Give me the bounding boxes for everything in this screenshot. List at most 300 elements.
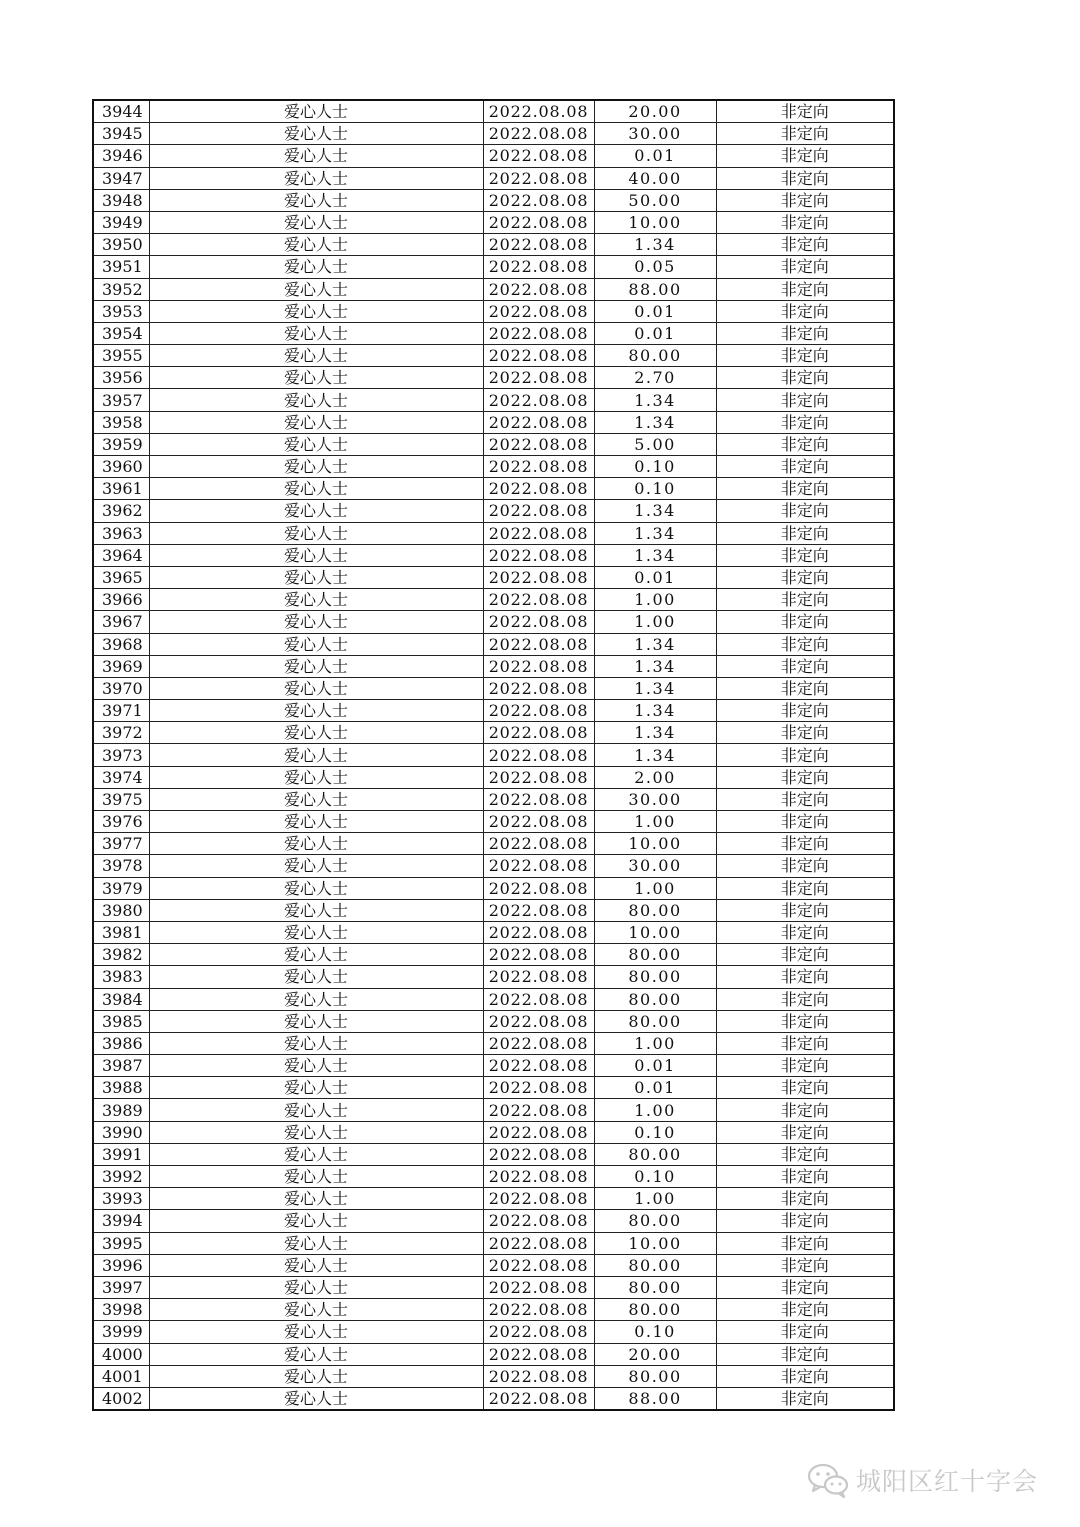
- donation-type-cell: 非定向: [716, 1188, 894, 1210]
- donation-type-cell: 非定向: [716, 589, 894, 611]
- donation-date-cell: 2022.08.08: [483, 1343, 594, 1365]
- donation-date-cell: 2022.08.08: [483, 345, 594, 367]
- donation-date-cell: 2022.08.08: [483, 189, 594, 211]
- donor-name-cell: 爱心人士: [149, 633, 483, 655]
- donation-date-cell: 2022.08.08: [483, 1299, 594, 1321]
- amount-cell: 1.00: [594, 877, 716, 899]
- row-number-cell: 3952: [93, 278, 149, 300]
- donor-name-cell: 爱心人士: [149, 899, 483, 921]
- donation-date-cell: 2022.08.08: [483, 522, 594, 544]
- donation-type-cell: 非定向: [716, 300, 894, 322]
- amount-cell: 0.10: [594, 1166, 716, 1188]
- amount-cell: 1.34: [594, 234, 716, 256]
- row-number-cell: 3971: [93, 700, 149, 722]
- donation-type-cell: 非定向: [716, 1032, 894, 1054]
- donation-date-cell: 2022.08.08: [483, 1077, 594, 1099]
- amount-cell: 1.34: [594, 655, 716, 677]
- amount-cell: 80.00: [594, 1010, 716, 1032]
- donor-name-cell: 爱心人士: [149, 1276, 483, 1298]
- table-row: [93, 1387, 894, 1410]
- donation-type-cell: 非定向: [716, 389, 894, 411]
- donation-date-cell: 2022.08.08: [483, 256, 594, 278]
- donation-date-cell: 2022.08.08: [483, 1387, 594, 1410]
- row-number-cell: 3960: [93, 456, 149, 478]
- row-number-cell: 3988: [93, 1077, 149, 1099]
- donor-name-cell: 爱心人士: [149, 500, 483, 522]
- table-row: [93, 877, 894, 899]
- donation-type-cell: 非定向: [716, 100, 894, 123]
- donor-name-cell: 爱心人士: [149, 833, 483, 855]
- donor-name-cell: 爱心人士: [149, 1077, 483, 1099]
- amount-cell: 1.34: [594, 700, 716, 722]
- donor-name-cell: 爱心人士: [149, 256, 483, 278]
- row-number-cell: 3964: [93, 544, 149, 566]
- row-number-cell: 3944: [93, 100, 149, 123]
- row-number-cell: 3978: [93, 855, 149, 877]
- donor-name-cell: 爱心人士: [149, 766, 483, 788]
- donation-date-cell: 2022.08.08: [483, 1143, 594, 1165]
- amount-cell: 80.00: [594, 899, 716, 921]
- donation-date-cell: 2022.08.08: [483, 1254, 594, 1276]
- row-number-cell: 3947: [93, 167, 149, 189]
- table-row: [93, 500, 894, 522]
- table-row: [93, 655, 894, 677]
- donor-name-cell: 爱心人士: [149, 234, 483, 256]
- amount-cell: 0.01: [594, 1077, 716, 1099]
- donation-date-cell: 2022.08.08: [483, 1121, 594, 1143]
- donation-date-cell: 2022.08.08: [483, 478, 594, 500]
- donor-name-cell: 爱心人士: [149, 1210, 483, 1232]
- row-number-cell: 3999: [93, 1321, 149, 1343]
- donor-name-cell: 爱心人士: [149, 367, 483, 389]
- amount-cell: 1.34: [594, 411, 716, 433]
- donation-date-cell: 2022.08.08: [483, 234, 594, 256]
- donation-date-cell: 2022.08.08: [483, 788, 594, 810]
- row-number-cell: 3959: [93, 433, 149, 455]
- amount-cell: 10.00: [594, 1232, 716, 1254]
- table-row: [93, 211, 894, 233]
- donation-date-cell: 2022.08.08: [483, 566, 594, 588]
- donation-type-cell: 非定向: [716, 1232, 894, 1254]
- donation-type-cell: 非定向: [716, 811, 894, 833]
- row-number-cell: 3976: [93, 811, 149, 833]
- donor-name-cell: 爱心人士: [149, 544, 483, 566]
- donation-date-cell: 2022.08.08: [483, 1232, 594, 1254]
- donor-name-cell: 爱心人士: [149, 456, 483, 478]
- donor-name-cell: 爱心人士: [149, 744, 483, 766]
- donor-name-cell: 爱心人士: [149, 811, 483, 833]
- amount-cell: 20.00: [594, 1343, 716, 1365]
- amount-cell: 1.34: [594, 522, 716, 544]
- donation-type-cell: 非定向: [716, 500, 894, 522]
- donor-name-cell: 爱心人士: [149, 211, 483, 233]
- amount-cell: 0.10: [594, 478, 716, 500]
- table-row: [93, 811, 894, 833]
- donor-name-cell: 爱心人士: [149, 944, 483, 966]
- amount-cell: 0.01: [594, 145, 716, 167]
- donor-name-cell: 爱心人士: [149, 1321, 483, 1343]
- table-row: [93, 345, 894, 367]
- donor-name-cell: 爱心人士: [149, 1010, 483, 1032]
- amount-cell: 40.00: [594, 167, 716, 189]
- donor-name-cell: 爱心人士: [149, 1232, 483, 1254]
- donor-name-cell: 爱心人士: [149, 1099, 483, 1121]
- donation-date-cell: 2022.08.08: [483, 1032, 594, 1054]
- table-row: [93, 899, 894, 921]
- donor-name-cell: 爱心人士: [149, 278, 483, 300]
- row-number-cell: 3953: [93, 300, 149, 322]
- row-number-cell: 3956: [93, 367, 149, 389]
- row-number-cell: 3975: [93, 788, 149, 810]
- donation-date-cell: 2022.08.08: [483, 833, 594, 855]
- donor-name-cell: 爱心人士: [149, 100, 483, 123]
- row-number-cell: 3986: [93, 1032, 149, 1054]
- row-number-cell: 3946: [93, 145, 149, 167]
- table-row: [93, 100, 894, 123]
- donation-date-cell: 2022.08.08: [483, 877, 594, 899]
- donation-type-cell: 非定向: [716, 1299, 894, 1321]
- amount-cell: 88.00: [594, 1387, 716, 1410]
- row-number-cell: 3945: [93, 123, 149, 145]
- row-number-cell: 3950: [93, 234, 149, 256]
- donation-date-cell: 2022.08.08: [483, 966, 594, 988]
- donation-type-cell: 非定向: [716, 167, 894, 189]
- amount-cell: 0.10: [594, 1121, 716, 1143]
- donation-type-cell: 非定向: [716, 1055, 894, 1077]
- row-number-cell: 3961: [93, 478, 149, 500]
- donation-type-cell: 非定向: [716, 611, 894, 633]
- donor-name-cell: 爱心人士: [149, 966, 483, 988]
- amount-cell: 1.34: [594, 744, 716, 766]
- table-row: [93, 1010, 894, 1032]
- amount-cell: 80.00: [594, 1276, 716, 1298]
- donor-name-cell: 爱心人士: [149, 589, 483, 611]
- donation-date-cell: 2022.08.08: [483, 367, 594, 389]
- table-row: [93, 411, 894, 433]
- donation-date-cell: 2022.08.08: [483, 1099, 594, 1121]
- row-number-cell: 3979: [93, 877, 149, 899]
- donor-name-cell: 爱心人士: [149, 123, 483, 145]
- row-number-cell: 3992: [93, 1166, 149, 1188]
- donation-date-cell: 2022.08.08: [483, 811, 594, 833]
- table-row: [93, 145, 894, 167]
- row-number-cell: 3954: [93, 322, 149, 344]
- donation-type-cell: 非定向: [716, 1321, 894, 1343]
- table-row: [93, 478, 894, 500]
- row-number-cell: 3996: [93, 1254, 149, 1276]
- table-row: [93, 1143, 894, 1165]
- amount-cell: 10.00: [594, 833, 716, 855]
- amount-cell: 80.00: [594, 345, 716, 367]
- donation-type-cell: 非定向: [716, 855, 894, 877]
- donation-table-body: [93, 100, 894, 1410]
- donation-date-cell: 2022.08.08: [483, 322, 594, 344]
- amount-cell: 80.00: [594, 966, 716, 988]
- row-number-cell: 3962: [93, 500, 149, 522]
- table-row: [93, 189, 894, 211]
- row-number-cell: 4000: [93, 1343, 149, 1365]
- row-number-cell: 3990: [93, 1121, 149, 1143]
- amount-cell: 80.00: [594, 1210, 716, 1232]
- donation-type-cell: 非定向: [716, 211, 894, 233]
- amount-cell: 0.01: [594, 566, 716, 588]
- row-number-cell: 3991: [93, 1143, 149, 1165]
- table-row: [93, 788, 894, 810]
- table-row: [93, 367, 894, 389]
- donor-name-cell: 爱心人士: [149, 189, 483, 211]
- row-number-cell: 3969: [93, 655, 149, 677]
- row-number-cell: 3972: [93, 722, 149, 744]
- donation-type-cell: 非定向: [716, 456, 894, 478]
- table-row: [93, 522, 894, 544]
- donation-type-cell: 非定向: [716, 788, 894, 810]
- amount-cell: 0.01: [594, 1055, 716, 1077]
- table-row: [93, 544, 894, 566]
- donor-name-cell: 爱心人士: [149, 655, 483, 677]
- row-number-cell: 3951: [93, 256, 149, 278]
- donation-date-cell: 2022.08.08: [483, 1210, 594, 1232]
- amount-cell: 1.34: [594, 722, 716, 744]
- donation-type-cell: 非定向: [716, 566, 894, 588]
- row-number-cell: 3968: [93, 633, 149, 655]
- donation-date-cell: 2022.08.08: [483, 1276, 594, 1298]
- row-number-cell: 3967: [93, 611, 149, 633]
- row-number-cell: 3970: [93, 677, 149, 699]
- donation-table: [92, 99, 895, 1411]
- donation-type-cell: 非定向: [716, 322, 894, 344]
- donation-type-cell: 非定向: [716, 899, 894, 921]
- amount-cell: 88.00: [594, 278, 716, 300]
- row-number-cell: 3994: [93, 1210, 149, 1232]
- donation-type-cell: 非定向: [716, 655, 894, 677]
- donation-type-cell: 非定向: [716, 1010, 894, 1032]
- amount-cell: 50.00: [594, 189, 716, 211]
- table-row: [93, 1321, 894, 1343]
- table-row: [93, 1343, 894, 1365]
- row-number-cell: 3948: [93, 189, 149, 211]
- table-row: [93, 1276, 894, 1298]
- donor-name-cell: 爱心人士: [149, 1343, 483, 1365]
- amount-cell: 10.00: [594, 211, 716, 233]
- donation-date-cell: 2022.08.08: [483, 1055, 594, 1077]
- amount-cell: 0.10: [594, 456, 716, 478]
- donation-date-cell: 2022.08.08: [483, 167, 594, 189]
- amount-cell: 80.00: [594, 988, 716, 1010]
- amount-cell: 1.00: [594, 1099, 716, 1121]
- amount-cell: 80.00: [594, 1299, 716, 1321]
- donor-name-cell: 爱心人士: [149, 611, 483, 633]
- donation-type-cell: 非定向: [716, 1387, 894, 1410]
- donation-type-cell: 非定向: [716, 1210, 894, 1232]
- watermark-text: 城阳区红十字会: [856, 1467, 1039, 1496]
- amount-cell: 30.00: [594, 123, 716, 145]
- amount-cell: 80.00: [594, 1143, 716, 1165]
- donation-date-cell: 2022.08.08: [483, 855, 594, 877]
- donor-name-cell: 爱心人士: [149, 700, 483, 722]
- donation-type-cell: 非定向: [716, 544, 894, 566]
- row-number-cell: 3958: [93, 411, 149, 433]
- donor-name-cell: 爱心人士: [149, 1365, 483, 1387]
- amount-cell: 2.70: [594, 367, 716, 389]
- donor-name-cell: 爱心人士: [149, 1254, 483, 1276]
- donation-date-cell: 2022.08.08: [483, 744, 594, 766]
- row-number-cell: 3983: [93, 966, 149, 988]
- amount-cell: 1.34: [594, 500, 716, 522]
- table-row: [93, 1166, 894, 1188]
- watermark: [806, 1458, 1038, 1502]
- donation-type-cell: 非定向: [716, 700, 894, 722]
- donation-type-cell: 非定向: [716, 123, 894, 145]
- row-number-cell: 3963: [93, 522, 149, 544]
- donation-type-cell: 非定向: [716, 234, 894, 256]
- table-row: [93, 389, 894, 411]
- donation-date-cell: 2022.08.08: [483, 700, 594, 722]
- donation-date-cell: 2022.08.08: [483, 611, 594, 633]
- donation-date-cell: 2022.08.08: [483, 456, 594, 478]
- row-number-cell: 3949: [93, 211, 149, 233]
- table-row: [93, 1210, 894, 1232]
- donor-name-cell: 爱心人士: [149, 411, 483, 433]
- row-number-cell: 3982: [93, 944, 149, 966]
- donor-name-cell: 爱心人士: [149, 478, 483, 500]
- donor-name-cell: 爱心人士: [149, 1143, 483, 1165]
- table-row: [93, 256, 894, 278]
- table-row: [93, 944, 894, 966]
- donor-name-cell: 爱心人士: [149, 1387, 483, 1410]
- table-row: [93, 456, 894, 478]
- amount-cell: 1.00: [594, 1032, 716, 1054]
- donation-type-cell: 非定向: [716, 478, 894, 500]
- row-number-cell: 3977: [93, 833, 149, 855]
- donation-type-cell: 非定向: [716, 278, 894, 300]
- row-number-cell: 3974: [93, 766, 149, 788]
- amount-cell: 0.05: [594, 256, 716, 278]
- row-number-cell: 3955: [93, 345, 149, 367]
- table-row: [93, 966, 894, 988]
- donation-type-cell: 非定向: [716, 522, 894, 544]
- donation-date-cell: 2022.08.08: [483, 145, 594, 167]
- donation-type-cell: 非定向: [716, 256, 894, 278]
- donation-date-cell: 2022.08.08: [483, 278, 594, 300]
- table-row: [93, 611, 894, 633]
- donation-date-cell: 2022.08.08: [483, 1188, 594, 1210]
- donation-type-cell: 非定向: [716, 1166, 894, 1188]
- amount-cell: 1.34: [594, 633, 716, 655]
- donor-name-cell: 爱心人士: [149, 1032, 483, 1054]
- amount-cell: 0.01: [594, 300, 716, 322]
- donation-type-cell: 非定向: [716, 722, 894, 744]
- donor-name-cell: 爱心人士: [149, 788, 483, 810]
- donor-name-cell: 爱心人士: [149, 1166, 483, 1188]
- donation-date-cell: 2022.08.08: [483, 1365, 594, 1387]
- row-number-cell: 3966: [93, 589, 149, 611]
- row-number-cell: 4002: [93, 1387, 149, 1410]
- row-number-cell: 3987: [93, 1055, 149, 1077]
- donor-name-cell: 爱心人士: [149, 522, 483, 544]
- table-row: [93, 1365, 894, 1387]
- donation-type-cell: 非定向: [716, 1365, 894, 1387]
- amount-cell: 10.00: [594, 921, 716, 943]
- amount-cell: 1.34: [594, 389, 716, 411]
- donation-date-cell: 2022.08.08: [483, 389, 594, 411]
- donation-date-cell: 2022.08.08: [483, 589, 594, 611]
- donation-date-cell: 2022.08.08: [483, 944, 594, 966]
- table-row: [93, 566, 894, 588]
- donation-type-cell: 非定向: [716, 833, 894, 855]
- donor-name-cell: 爱心人士: [149, 167, 483, 189]
- amount-cell: 0.10: [594, 1321, 716, 1343]
- donation-type-cell: 非定向: [716, 367, 894, 389]
- table-row: [93, 988, 894, 1010]
- donation-type-cell: 非定向: [716, 633, 894, 655]
- donation-date-cell: 2022.08.08: [483, 544, 594, 566]
- row-number-cell: 3997: [93, 1276, 149, 1298]
- row-number-cell: 3980: [93, 899, 149, 921]
- donation-type-cell: 非定向: [716, 677, 894, 699]
- donation-type-cell: 非定向: [716, 411, 894, 433]
- table-row: [93, 633, 894, 655]
- donation-type-cell: 非定向: [716, 1143, 894, 1165]
- table-row: [93, 833, 894, 855]
- table-row: [93, 766, 894, 788]
- table-row: [93, 1299, 894, 1321]
- donor-name-cell: 爱心人士: [149, 145, 483, 167]
- donation-type-cell: 非定向: [716, 944, 894, 966]
- donation-type-cell: 非定向: [716, 433, 894, 455]
- amount-cell: 1.00: [594, 611, 716, 633]
- amount-cell: 20.00: [594, 100, 716, 123]
- amount-cell: 30.00: [594, 788, 716, 810]
- table-row: [93, 677, 894, 699]
- donation-type-cell: 非定向: [716, 766, 894, 788]
- table-row: [93, 1232, 894, 1254]
- donor-name-cell: 爱心人士: [149, 322, 483, 344]
- table-row: [93, 1099, 894, 1121]
- donation-type-cell: 非定向: [716, 988, 894, 1010]
- donation-type-cell: 非定向: [716, 1276, 894, 1298]
- table-row: [93, 322, 894, 344]
- donation-date-cell: 2022.08.08: [483, 899, 594, 921]
- donation-date-cell: 2022.08.08: [483, 1321, 594, 1343]
- donation-type-cell: 非定向: [716, 1254, 894, 1276]
- row-number-cell: 3995: [93, 1232, 149, 1254]
- table-row: [93, 589, 894, 611]
- table-row: [93, 1121, 894, 1143]
- donor-name-cell: 爱心人士: [149, 677, 483, 699]
- donation-type-cell: 非定向: [716, 744, 894, 766]
- row-number-cell: 3984: [93, 988, 149, 1010]
- donor-name-cell: 爱心人士: [149, 855, 483, 877]
- amount-cell: 5.00: [594, 433, 716, 455]
- amount-cell: 1.34: [594, 544, 716, 566]
- donation-type-cell: 非定向: [716, 145, 894, 167]
- row-number-cell: 3985: [93, 1010, 149, 1032]
- table-row: [93, 300, 894, 322]
- table-row: [93, 855, 894, 877]
- donor-name-cell: 爱心人士: [149, 566, 483, 588]
- donation-date-cell: 2022.08.08: [483, 655, 594, 677]
- donor-name-cell: 爱心人士: [149, 300, 483, 322]
- donation-type-cell: 非定向: [716, 877, 894, 899]
- table-row: [93, 921, 894, 943]
- amount-cell: 80.00: [594, 1254, 716, 1276]
- amount-cell: 1.00: [594, 589, 716, 611]
- table-row: [93, 234, 894, 256]
- table-row: [93, 1254, 894, 1276]
- donation-date-cell: 2022.08.08: [483, 766, 594, 788]
- donor-name-cell: 爱心人士: [149, 1188, 483, 1210]
- donation-date-cell: 2022.08.08: [483, 722, 594, 744]
